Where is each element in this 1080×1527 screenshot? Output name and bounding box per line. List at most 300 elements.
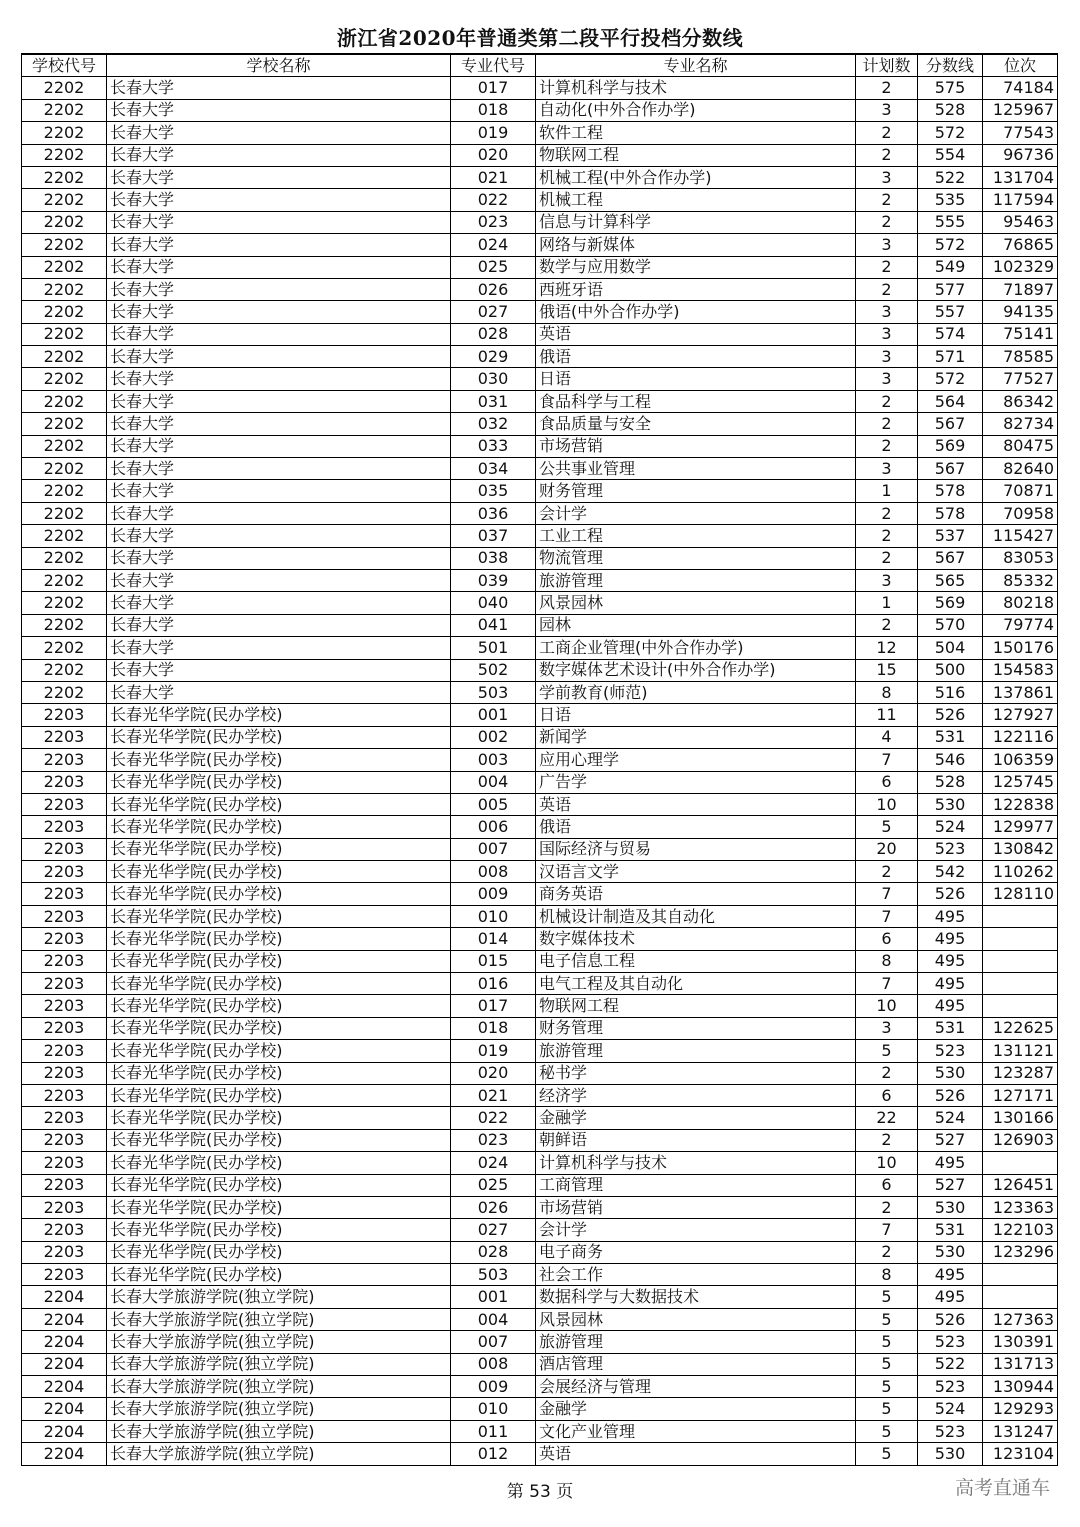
major-code-cell: 035 — [451, 480, 536, 502]
school-name-cell: 长春光华学院(民办学校) — [107, 883, 451, 905]
rank-cell: 127927 — [983, 704, 1058, 726]
major-name-cell: 会计学 — [536, 502, 856, 524]
plan-count-cell: 10 — [856, 793, 918, 815]
rank-cell: 75141 — [983, 323, 1058, 345]
score-line-cell: 526 — [918, 704, 983, 726]
major-name-cell: 工商管理 — [536, 1174, 856, 1196]
school-code-cell: 2202 — [22, 413, 107, 435]
school-code-cell: 2203 — [22, 1107, 107, 1129]
score-line-cell: 572 — [918, 122, 983, 144]
school-name-cell: 长春光华学院(民办学校) — [107, 1107, 451, 1129]
score-line-cell: 523 — [918, 1331, 983, 1353]
major-name-cell: 公共事业管理 — [536, 458, 856, 480]
rank-cell: 85332 — [983, 569, 1058, 591]
plan-count-cell: 15 — [856, 659, 918, 681]
school-code-cell: 2203 — [22, 1062, 107, 1084]
rank-cell: 131704 — [983, 166, 1058, 188]
major-code-cell: 004 — [451, 771, 536, 793]
school-code-cell: 2203 — [22, 861, 107, 883]
school-code-cell: 2202 — [22, 592, 107, 614]
table-row — [22, 1084, 1058, 1106]
table-row — [22, 144, 1058, 166]
table-row — [22, 905, 1058, 927]
major-name-cell: 文化产业管理 — [536, 1420, 856, 1442]
header-major-name: 专业名称 — [536, 54, 856, 77]
table-row — [22, 1443, 1058, 1465]
major-code-cell: 034 — [451, 458, 536, 480]
major-name-cell: 市场营销 — [536, 435, 856, 457]
school-name-cell: 长春大学 — [107, 458, 451, 480]
school-name-cell: 长春光华学院(民办学校) — [107, 995, 451, 1017]
major-name-cell: 电子商务 — [536, 1241, 856, 1263]
table-row — [22, 838, 1058, 860]
major-code-cell: 025 — [451, 1174, 536, 1196]
table-row — [22, 301, 1058, 323]
major-name-cell: 英语 — [536, 1443, 856, 1465]
major-name-cell: 数字媒体技术 — [536, 928, 856, 950]
plan-count-cell: 2 — [856, 278, 918, 300]
table-row — [22, 614, 1058, 636]
table-row — [22, 1308, 1058, 1330]
rank-cell: 74184 — [983, 77, 1058, 99]
school-code-cell: 2202 — [22, 681, 107, 703]
header-score-line: 分数线 — [918, 54, 983, 77]
score-line-cell: 572 — [918, 234, 983, 256]
school-name-cell: 长春大学 — [107, 323, 451, 345]
page-number: 第 53 页 — [506, 1482, 574, 1502]
major-name-cell: 自动化(中外合作办学) — [536, 99, 856, 121]
major-name-cell: 财务管理 — [536, 480, 856, 502]
table-row — [22, 681, 1058, 703]
school-name-cell: 长春光华学院(民办学校) — [107, 1174, 451, 1196]
school-name-cell: 长春光华学院(民办学校) — [107, 973, 451, 995]
rank-cell: 154583 — [983, 659, 1058, 681]
score-line-cell: 528 — [918, 99, 983, 121]
rank-cell: 70958 — [983, 502, 1058, 524]
plan-count-cell: 20 — [856, 838, 918, 860]
plan-count-cell: 2 — [856, 502, 918, 524]
rank-cell: 126451 — [983, 1174, 1058, 1196]
school-name-cell: 长春大学 — [107, 122, 451, 144]
score-line-cell: 527 — [918, 1174, 983, 1196]
table-row — [22, 1398, 1058, 1420]
rank-cell: 82734 — [983, 413, 1058, 435]
school-name-cell: 长春大学 — [107, 278, 451, 300]
major-name-cell: 商务英语 — [536, 883, 856, 905]
school-name-cell: 长春大学 — [107, 301, 451, 323]
rank-cell: 79774 — [983, 614, 1058, 636]
rank-cell: 106359 — [983, 749, 1058, 771]
table-row — [22, 1331, 1058, 1353]
major-code-cell: 014 — [451, 928, 536, 950]
major-code-cell: 017 — [451, 995, 536, 1017]
school-code-cell: 2202 — [22, 122, 107, 144]
plan-count-cell: 2 — [856, 122, 918, 144]
table-row — [22, 592, 1058, 614]
school-code-cell: 2203 — [22, 1129, 107, 1151]
score-line-cell: 526 — [918, 1084, 983, 1106]
plan-count-cell: 5 — [856, 1376, 918, 1398]
rank-cell: 127363 — [983, 1308, 1058, 1330]
major-name-cell: 机械设计制造及其自动化 — [536, 905, 856, 927]
rank-cell: 130944 — [983, 1376, 1058, 1398]
major-code-cell: 030 — [451, 368, 536, 390]
school-code-cell: 2203 — [22, 928, 107, 950]
major-name-cell: 经济学 — [536, 1084, 856, 1106]
school-name-cell: 长春光华学院(民办学校) — [107, 726, 451, 748]
plan-count-cell: 2 — [856, 413, 918, 435]
school-name-cell: 长春大学 — [107, 256, 451, 278]
rank-cell: 70871 — [983, 480, 1058, 502]
major-name-cell: 电气工程及其自动化 — [536, 973, 856, 995]
major-code-cell: 501 — [451, 637, 536, 659]
header-school-name: 学校名称 — [107, 54, 451, 77]
major-code-cell: 009 — [451, 883, 536, 905]
plan-count-cell: 3 — [856, 1017, 918, 1039]
school-name-cell: 长春光华学院(民办学校) — [107, 1241, 451, 1263]
major-name-cell: 俄语(中外合作办学) — [536, 301, 856, 323]
school-code-cell: 2203 — [22, 771, 107, 793]
school-code-cell: 2204 — [22, 1331, 107, 1353]
plan-count-cell: 11 — [856, 704, 918, 726]
plan-count-cell: 7 — [856, 883, 918, 905]
major-name-cell: 市场营销 — [536, 1196, 856, 1218]
score-table — [21, 53, 1058, 1466]
school-name-cell: 长春大学 — [107, 99, 451, 121]
major-code-cell: 002 — [451, 726, 536, 748]
major-code-cell: 003 — [451, 749, 536, 771]
school-name-cell: 长春大学 — [107, 413, 451, 435]
score-line-cell: 578 — [918, 502, 983, 524]
table-row — [22, 525, 1058, 547]
table-row — [22, 99, 1058, 121]
table-row — [22, 816, 1058, 838]
table-row — [22, 368, 1058, 390]
school-name-cell: 长春大学 — [107, 681, 451, 703]
major-name-cell: 新闻学 — [536, 726, 856, 748]
major-name-cell: 物流管理 — [536, 547, 856, 569]
plan-count-cell: 1 — [856, 592, 918, 614]
table-row — [22, 256, 1058, 278]
table-row — [22, 1174, 1058, 1196]
school-code-cell: 2203 — [22, 1084, 107, 1106]
school-name-cell: 长春光华学院(民办学校) — [107, 950, 451, 972]
school-code-cell: 2202 — [22, 99, 107, 121]
major-name-cell: 酒店管理 — [536, 1353, 856, 1375]
table-row — [22, 1241, 1058, 1263]
major-name-cell: 旅游管理 — [536, 1040, 856, 1062]
school-code-cell: 2203 — [22, 995, 107, 1017]
major-code-cell: 024 — [451, 234, 536, 256]
score-line-cell: 523 — [918, 838, 983, 860]
table-row — [22, 704, 1058, 726]
school-code-cell: 2203 — [22, 1017, 107, 1039]
major-name-cell: 物联网工程 — [536, 144, 856, 166]
school-name-cell: 长春大学 — [107, 346, 451, 368]
major-code-cell: 038 — [451, 547, 536, 569]
score-line-cell: 569 — [918, 592, 983, 614]
school-code-cell: 2203 — [22, 816, 107, 838]
plan-count-cell: 2 — [856, 1062, 918, 1084]
school-code-cell: 2204 — [22, 1376, 107, 1398]
rank-cell: 95463 — [983, 211, 1058, 233]
plan-count-cell: 5 — [856, 1353, 918, 1375]
score-line-cell: 537 — [918, 525, 983, 547]
table-row — [22, 637, 1058, 659]
major-code-cell: 039 — [451, 569, 536, 591]
major-name-cell: 俄语 — [536, 346, 856, 368]
rank-cell: 71897 — [983, 278, 1058, 300]
school-name-cell: 长春大学 — [107, 659, 451, 681]
school-name-cell: 长春大学 — [107, 637, 451, 659]
major-name-cell: 会计学 — [536, 1219, 856, 1241]
table-row — [22, 771, 1058, 793]
plan-count-cell: 5 — [856, 1398, 918, 1420]
score-line-cell: 495 — [918, 905, 983, 927]
major-code-cell: 006 — [451, 816, 536, 838]
score-line-cell: 524 — [918, 1398, 983, 1420]
rank-cell: 96736 — [983, 144, 1058, 166]
school-code-cell: 2204 — [22, 1398, 107, 1420]
score-line-cell: 495 — [918, 995, 983, 1017]
major-name-cell: 秘书学 — [536, 1062, 856, 1084]
school-code-cell: 2202 — [22, 502, 107, 524]
major-code-cell: 029 — [451, 346, 536, 368]
major-name-cell: 机械工程(中外合作办学) — [536, 166, 856, 188]
rank-cell — [983, 950, 1058, 972]
plan-count-cell: 5 — [856, 1443, 918, 1465]
major-name-cell: 计算机科学与技术 — [536, 77, 856, 99]
major-name-cell: 物联网工程 — [536, 995, 856, 1017]
table-row — [22, 1420, 1058, 1442]
table-row — [22, 502, 1058, 524]
school-code-cell: 2202 — [22, 614, 107, 636]
school-code-cell: 2203 — [22, 973, 107, 995]
school-code-cell: 2203 — [22, 838, 107, 860]
school-name-cell: 长春光华学院(民办学校) — [107, 816, 451, 838]
score-line-cell: 526 — [918, 1308, 983, 1330]
table-row — [22, 1353, 1058, 1375]
score-line-cell: 527 — [918, 1129, 983, 1151]
rank-cell: 122838 — [983, 793, 1058, 815]
plan-count-cell: 10 — [856, 1152, 918, 1174]
major-name-cell: 旅游管理 — [536, 1331, 856, 1353]
school-name-cell: 长春大学旅游学院(独立学院) — [107, 1398, 451, 1420]
school-code-cell: 2202 — [22, 189, 107, 211]
header-plan-count: 计划数 — [856, 54, 918, 77]
rank-cell: 80218 — [983, 592, 1058, 614]
major-name-cell: 广告学 — [536, 771, 856, 793]
score-line-cell: 546 — [918, 749, 983, 771]
school-code-cell: 2202 — [22, 637, 107, 659]
major-name-cell: 园林 — [536, 614, 856, 636]
major-code-cell: 020 — [451, 1062, 536, 1084]
major-code-cell: 028 — [451, 323, 536, 345]
major-name-cell: 英语 — [536, 323, 856, 345]
school-code-cell: 2202 — [22, 346, 107, 368]
school-code-cell: 2202 — [22, 144, 107, 166]
school-name-cell: 长春大学 — [107, 166, 451, 188]
major-code-cell: 016 — [451, 973, 536, 995]
school-name-cell: 长春光华学院(民办学校) — [107, 1219, 451, 1241]
rank-cell: 123296 — [983, 1241, 1058, 1263]
table-row — [22, 458, 1058, 480]
major-code-cell: 023 — [451, 1129, 536, 1151]
major-name-cell: 工商企业管理(中外合作办学) — [536, 637, 856, 659]
major-name-cell: 朝鲜语 — [536, 1129, 856, 1151]
table-row — [22, 1286, 1058, 1308]
table-row — [22, 659, 1058, 681]
school-name-cell: 长春大学旅游学院(独立学院) — [107, 1443, 451, 1465]
school-code-cell: 2203 — [22, 704, 107, 726]
school-code-cell: 2204 — [22, 1443, 107, 1465]
major-code-cell: 026 — [451, 1196, 536, 1218]
table-row — [22, 480, 1058, 502]
plan-count-cell: 7 — [856, 973, 918, 995]
school-name-cell: 长春大学 — [107, 569, 451, 591]
rank-cell: 150176 — [983, 637, 1058, 659]
plan-count-cell: 6 — [856, 928, 918, 950]
score-line-cell: 516 — [918, 681, 983, 703]
plan-count-cell: 5 — [856, 816, 918, 838]
major-name-cell: 机械工程 — [536, 189, 856, 211]
school-name-cell: 长春大学 — [107, 435, 451, 457]
plan-count-cell: 2 — [856, 144, 918, 166]
major-name-cell: 西班牙语 — [536, 278, 856, 300]
school-name-cell: 长春光华学院(民办学校) — [107, 793, 451, 815]
rank-cell: 126903 — [983, 1129, 1058, 1151]
table-row — [22, 928, 1058, 950]
school-name-cell: 长春光华学院(民办学校) — [107, 905, 451, 927]
rank-cell: 131713 — [983, 1353, 1058, 1375]
major-code-cell: 027 — [451, 1219, 536, 1241]
score-line-cell: 575 — [918, 77, 983, 99]
table-row — [22, 278, 1058, 300]
school-name-cell: 长春大学 — [107, 234, 451, 256]
score-line-cell: 567 — [918, 547, 983, 569]
major-code-cell: 037 — [451, 525, 536, 547]
rank-cell: 117594 — [983, 189, 1058, 211]
rank-cell: 130842 — [983, 838, 1058, 860]
rank-cell: 128110 — [983, 883, 1058, 905]
school-name-cell: 长春光华学院(民办学校) — [107, 1152, 451, 1174]
major-name-cell: 财务管理 — [536, 1017, 856, 1039]
major-name-cell: 数据科学与大数据技术 — [536, 1286, 856, 1308]
school-name-cell: 长春光华学院(民办学校) — [107, 861, 451, 883]
score-line-cell: 524 — [918, 1107, 983, 1129]
rank-cell: 86342 — [983, 390, 1058, 412]
major-name-cell: 风景园林 — [536, 1308, 856, 1330]
rank-cell: 122103 — [983, 1219, 1058, 1241]
school-name-cell: 长春大学旅游学院(独立学院) — [107, 1286, 451, 1308]
school-name-cell: 长春光华学院(民办学校) — [107, 1062, 451, 1084]
major-code-cell: 031 — [451, 390, 536, 412]
school-code-cell: 2204 — [22, 1308, 107, 1330]
school-name-cell: 长春大学 — [107, 502, 451, 524]
school-name-cell: 长春光华学院(民办学校) — [107, 1040, 451, 1062]
school-code-cell: 2203 — [22, 905, 107, 927]
score-line-cell: 495 — [918, 950, 983, 972]
plan-count-cell: 5 — [856, 1040, 918, 1062]
score-line-cell: 526 — [918, 883, 983, 905]
school-name-cell: 长春大学 — [107, 614, 451, 636]
school-code-cell: 2204 — [22, 1353, 107, 1375]
school-name-cell: 长春光华学院(民办学校) — [107, 838, 451, 860]
school-name-cell: 长春大学 — [107, 525, 451, 547]
major-code-cell: 008 — [451, 1353, 536, 1375]
table-row — [22, 1152, 1058, 1174]
score-line-cell: 565 — [918, 569, 983, 591]
score-line-cell: 504 — [918, 637, 983, 659]
table-row — [22, 1107, 1058, 1129]
major-code-cell: 012 — [451, 1443, 536, 1465]
rank-cell: 80475 — [983, 435, 1058, 457]
plan-count-cell: 5 — [856, 1286, 918, 1308]
major-name-cell: 日语 — [536, 368, 856, 390]
plan-count-cell: 5 — [856, 1420, 918, 1442]
school-code-cell: 2203 — [22, 726, 107, 748]
major-code-cell: 025 — [451, 256, 536, 278]
rank-cell: 122625 — [983, 1017, 1058, 1039]
plan-count-cell: 2 — [856, 211, 918, 233]
school-name-cell: 长春大学 — [107, 211, 451, 233]
score-line-cell: 542 — [918, 861, 983, 883]
rank-cell: 78585 — [983, 346, 1058, 368]
score-line-cell: 531 — [918, 726, 983, 748]
rank-cell: 123104 — [983, 1443, 1058, 1465]
major-name-cell: 汉语言文学 — [536, 861, 856, 883]
header-school-code: 学校代号 — [22, 54, 107, 77]
school-name-cell: 长春大学旅游学院(独立学院) — [107, 1353, 451, 1375]
school-name-cell: 长春光华学院(民办学校) — [107, 1264, 451, 1286]
table-row — [22, 122, 1058, 144]
major-name-cell: 食品科学与工程 — [536, 390, 856, 412]
plan-count-cell: 2 — [856, 256, 918, 278]
rank-cell — [983, 973, 1058, 995]
table-row — [22, 883, 1058, 905]
rank-cell: 77543 — [983, 122, 1058, 144]
school-code-cell: 2203 — [22, 1174, 107, 1196]
plan-count-cell: 3 — [856, 166, 918, 188]
major-name-cell: 数学与应用数学 — [536, 256, 856, 278]
table-row — [22, 77, 1058, 99]
plan-count-cell: 12 — [856, 637, 918, 659]
school-code-cell: 2202 — [22, 77, 107, 99]
plan-count-cell: 6 — [856, 1174, 918, 1196]
rank-cell: 77527 — [983, 368, 1058, 390]
school-code-cell: 2203 — [22, 883, 107, 905]
school-name-cell: 长春大学 — [107, 144, 451, 166]
school-name-cell: 长春大学 — [107, 368, 451, 390]
school-code-cell: 2203 — [22, 1040, 107, 1062]
rank-cell — [983, 1286, 1058, 1308]
major-code-cell: 010 — [451, 905, 536, 927]
page-title: 浙江省2020年普通类第二段平行投档分数线 — [336, 26, 744, 50]
major-code-cell: 007 — [451, 1331, 536, 1353]
rank-cell: 131121 — [983, 1040, 1058, 1062]
school-name-cell: 长春光华学院(民办学校) — [107, 1196, 451, 1218]
major-code-cell: 001 — [451, 1286, 536, 1308]
table-row — [22, 1264, 1058, 1286]
watermark: 高考直通车 — [954, 1477, 1050, 1499]
plan-count-cell: 2 — [856, 1241, 918, 1263]
school-code-cell: 2202 — [22, 525, 107, 547]
school-code-cell: 2202 — [22, 458, 107, 480]
school-name-cell: 长春大学 — [107, 77, 451, 99]
major-name-cell: 金融学 — [536, 1107, 856, 1129]
rank-cell: 130166 — [983, 1107, 1058, 1129]
major-name-cell: 风景园林 — [536, 592, 856, 614]
